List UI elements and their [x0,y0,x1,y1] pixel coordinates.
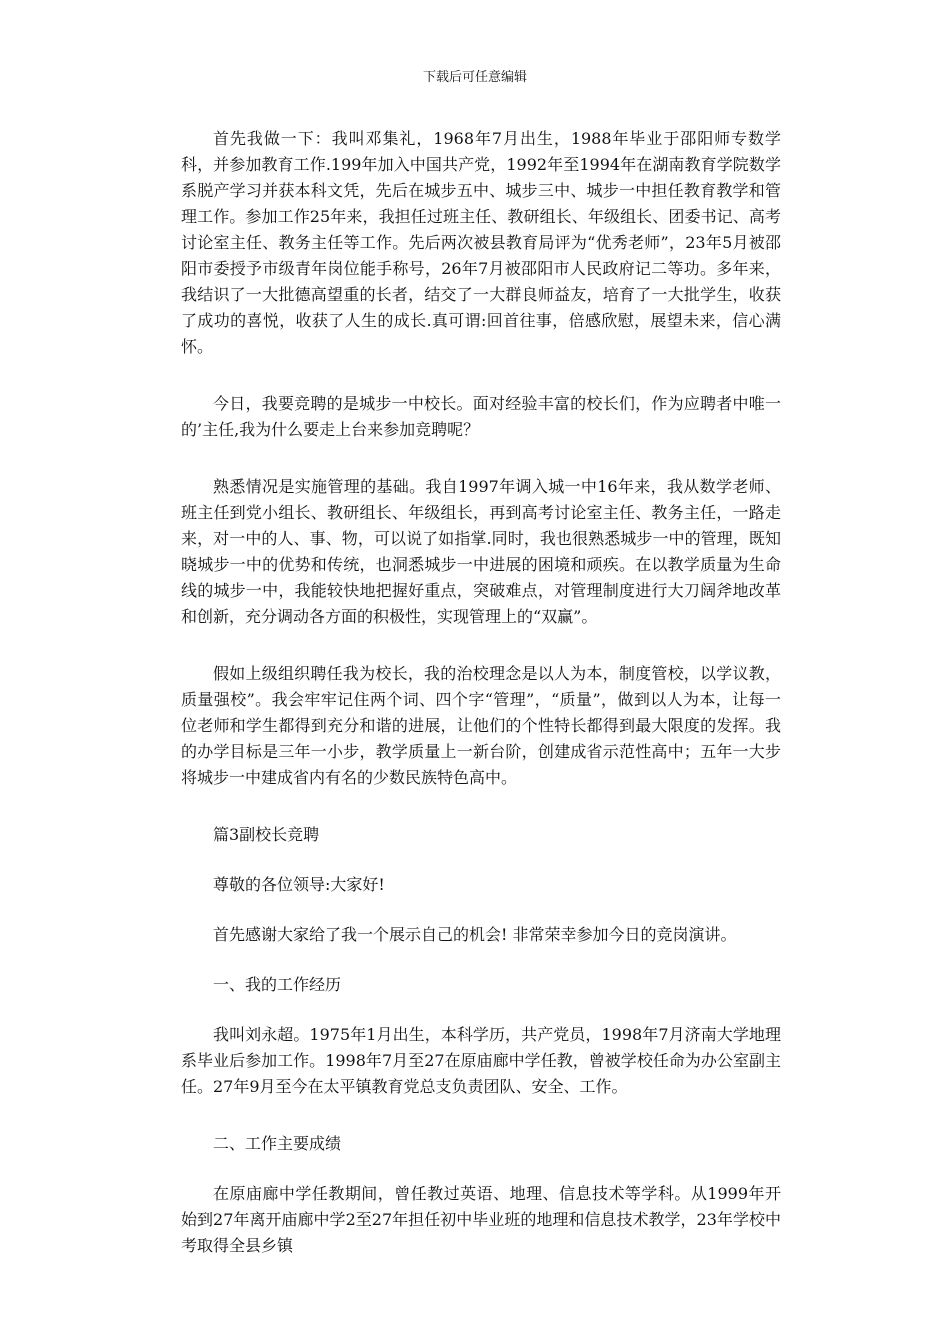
paragraph-management-philosophy: 假如上级组织聘任我为校长，我的治校理念是以人为本，制度管校，以学议教，质量强校”。我会牢牢记住两个词、四个字“管理”，“质量”，做到以人为本，让每一位老师和学生都得到充分和谐的进展，让他们的个性特长都得到最大限度的发挥。我的办学目标是三年一小步，教学质量上一新台阶，创建成省示范性高中；五年一大步将城步一中建成省内有名的少数民族特色高中。 [181,664,781,787]
paragraph-self-introduction: 首先我做一下：我叫邓集礼，1968年7月出生，1988年毕业于邵阳师专数学科，并参加教育工作.199年加入中国共产党，1992年至1994年在湖南教育学院数学系脱产学习并获本科文凭，先后在城步五中、城步三中、城步一中担任教育教学和管理工作。参加工作25年来，我担任过班主任、教研组长、年级组长、团委书记、高考讨论室主任、教务主任等工作。先后两次被县教育局评为“优秀老师”，23年5月被邵阳市委授予市级青年岗位能手称号，26年7月被邵阳市人民政府记二等功。多年来，我结识了一大批德高望重的长者，结交了一大群良师益友，培育了一大批学生，收获了成功的喜悦，收获了人生的成长.真可谓:回首往事，倍感欣慰，展望未来，信心满怀。 [181,129,781,356]
section-heading-part-3: 篇3副校长竞聘 [213,825,320,844]
paragraph-reason-for-applying: 今日，我要竞聘的是城步一中校长。面对经验丰富的校长们，作为应聘者中唯一的’主任,我为什么要走上台来参加竞聘呢？ [181,394,781,439]
paragraph-greeting: 尊敬的各位领导:大家好! [213,875,385,894]
paragraph-thanks: 首先感谢大家给了我一个展示自己的机会! 非常荣幸参加今日的竞岗演讲。 [213,925,737,944]
section-heading-work-experience: 一、我的工作经历 [213,975,342,994]
section-heading-achievements: 二、工作主要成绩 [213,1134,342,1153]
paragraph-work-experience: 我叫刘永超。1975年1月出生，本科学历，共产党员，1998年7月济南大学地理系毕业后参加工作。1998年7月至27在原庙廊中学任教，曾被学校任命为办公室副主任。27年9月至今在太平镇教育党总支负责团队、安全、工作。 [181,1025,781,1096]
paragraph-familiarity: 熟悉情况是实施管理的基础。我自1997年调入城一中16年来，我从数学老师、班主任到党小组长、教研组长、年级组长，再到高考讨论室主任、教务主任，一路走来，对一中的人、事、物，可以说了如指掌.同时，我也很熟悉城步一中的管理，既知晓城步一中的优势和传统，也洞悉城步一中进展的困境和顽疾。在以教学质量为生命线的城步一中，我能较快地把握好重点，突破难点，对管理制度进行大刀阔斧地改革和创新，充分调动各方面的积极性，实现管理上的“双赢”。 [181,477,781,626]
document-body [181,126,781,1290]
header-note: 下载后可任意编辑 [422,70,527,85]
paragraph-achievements: 在原庙廊中学任教期间，曾任教过英语、地理、信息技术等学科。从1999年开始到27年离开庙廊中学2至27年担任初中毕业班的地理和信息技术教学，23年学校中考取得全县乡镇 [181,1184,781,1255]
